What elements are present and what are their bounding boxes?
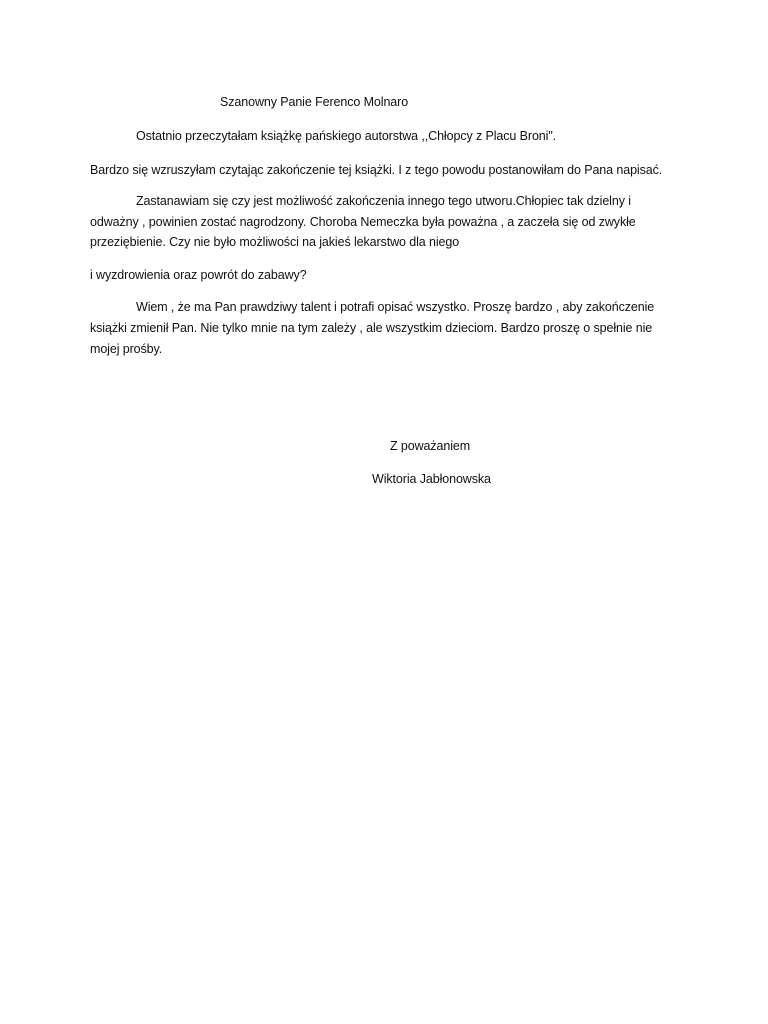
letter-signature: Wiktoria Jabłonowska bbox=[372, 472, 491, 486]
letter-salutation: Szanowny Panie Ferenco Molnaro bbox=[220, 95, 409, 109]
paragraph-5-line-1: Wiem , że ma Pan prawdziwy talent i potrafi opisać wszystko. Proszę bardzo , aby zakończenie bbox=[136, 300, 655, 314]
paragraph-5-line-3: mojej prośby. bbox=[90, 342, 163, 356]
paragraph-3-line-1: Zastanawiam się czy jest możliwość zakończenia innego tego utworu.Chłopiec tak dzielny i bbox=[136, 194, 631, 208]
paragraph-3-line-3: przeziębienie. Czy nie było możliwości na jakieś lekarstwo dla niego bbox=[90, 235, 460, 249]
paragraph-4: i wyzdrowienia oraz powrót do zabawy? bbox=[90, 268, 307, 282]
paragraph-5-line-2: książki zmienił Pan. Nie tylko mnie na tym zależy , ale wszystkim dzieciom. Bardzo proszę o spełnie nie bbox=[90, 321, 653, 335]
paragraph-3-line-2: odważny , powinien zostać nagrodzony. Choroba Nemeczka była poważna , a zaczeła się od zwykłe bbox=[90, 215, 636, 229]
paragraph-1: Ostatnio przeczytałam książkę pańskiego autorstwa ,,Chłopcy z Placu Broni". bbox=[136, 129, 557, 143]
letter-closing: Z poważaniem bbox=[390, 439, 471, 453]
paragraph-2: Bardzo się wzruszyłam czytając zakończenie tej książki. I z tego powodu postanowiłam do Pana napisać. bbox=[90, 163, 663, 177]
